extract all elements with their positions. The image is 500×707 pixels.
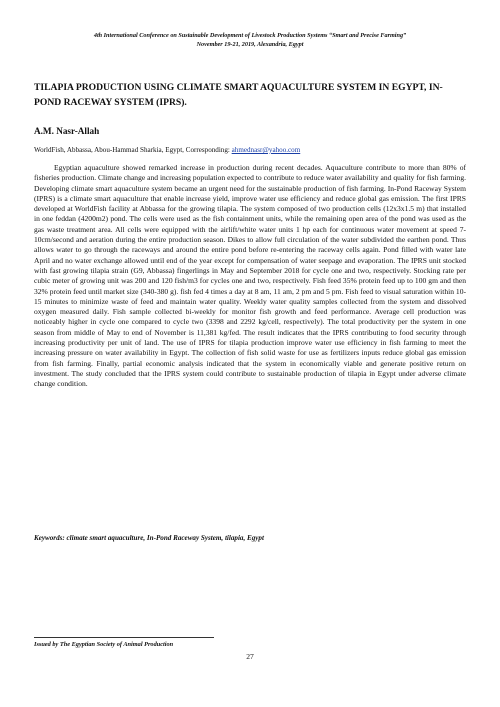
affiliation bbox=[34, 145, 474, 155]
corresponding-email-link[interactable]: ahmednasr@yahoo.com bbox=[231, 146, 301, 154]
footer-divider bbox=[34, 637, 214, 638]
keywords: Keywords: climate smart aquaculture, In-Pond Raceway System, tilapia, Egypt bbox=[34, 534, 264, 542]
conference-header-line2: November 19-21, 2019, Alexandria, Egypt bbox=[196, 40, 304, 48]
publisher-footer: Issued by The Egyptian Society of Animal Production bbox=[34, 641, 174, 648]
conference-header bbox=[60, 32, 440, 49]
paper-title: TILAPIA PRODUCTION USING CLIMATE SMART AQUACULTURE SYSTEM IN EGYPT, IN-POND RACEWAY SYSTEM (IPRS). bbox=[34, 82, 443, 108]
affiliation-text: WorldFish, Abbassa, Abou-Hammad Sharkia, Egypt, Corresponding: bbox=[34, 146, 232, 154]
conference-header-line1: 4th International Conference on Sustainable Development of Livestock Production Systems “Smart and Precise Farming” bbox=[93, 32, 407, 39]
abstract-body: Egyptian aquaculture showed remarked increase in production during recent decades. Aquaculture contribute to more than 80% of fisheries production. Climate change and increasing population expected to contribute to reduce water availability and quality for fish farming. Developing climate smart aquaculture system became an urgent need for the sustainable production of fish farming. In-Pond Raceway System (IPRS) is a climate smart aquaculture that enable increase yield, improve water use efficiency and reduce global gas emission. The first IPRS developed at WorldFish facility at Abbassa for the growing tilapia. The system composed of two production cells (12x3x1.5 m) that installed in one feddan (4200m2) pond. The cells were used as the fish containment units, while the remaining open area of the pond was used as the gas waste treatment area. All cells were equipped with the airlift/white water units 1 hp each for continuous water movement at speed 7-10cm/second and aeration during the entire production season. Dikes to allow full circulation of the water subdivided the earthen pond. Thus allows water to go through the raceways and around the entire pond before re-entering the raceway cells again. Pond filled with water late April and no water exchange allowed until end of the year except for compensation of water seepage and evaporation. The IPRS unit stocked with fast growing tilapia strain (G9, Abbassa) fingerlings in May and September 2018 for cycle one and two, respectively. Stocking rate per cubic meter of growing unit was 200 and 120 fish/m3 for cycles one and two, respectively. Fish feed 35% protein feed up to 100 gm and then 32% protein feed until market size (340-380 g). fish fed 4 times a day at 8 am, 11 am, 2 pm and 5 pm. Fish feed to visual saturation within 10-15 minutes to minimize waste of feed and maintain water quality. Weekly water quality samples collected from the system and dissolved oxygen measured daily. Fish sample collected bi-weekly for monitor fish growth and feed performance. Average cell production was noticeably higher in cycle one compared to cycle two (3398 and 2292 kg/cell, respectively). The total productivity per the system in one season from middle of May to end of November is 11,381 kg/fed. The result indicates that the IPRS contributing to food security through increasing productivity per unit of land. The use of IPRS for tilapia production improve water use efficiency in fish farming to meet the increasing pressure on water availability in Egypt. The collection of fish solid waste for use as fertilizers inputs reduce global gas emission from fish farming. Finally, partial economic analysis indicated that the system in economically viable and generate positive return on investment. The study concluded that the IPRS system could contribute to sustainable production of tilapia in Egypt under adverse climate change condition. bbox=[34, 163, 466, 389]
page-number: 27 bbox=[246, 652, 254, 661]
author-name: A.M. Nasr-Allah bbox=[34, 126, 100, 136]
